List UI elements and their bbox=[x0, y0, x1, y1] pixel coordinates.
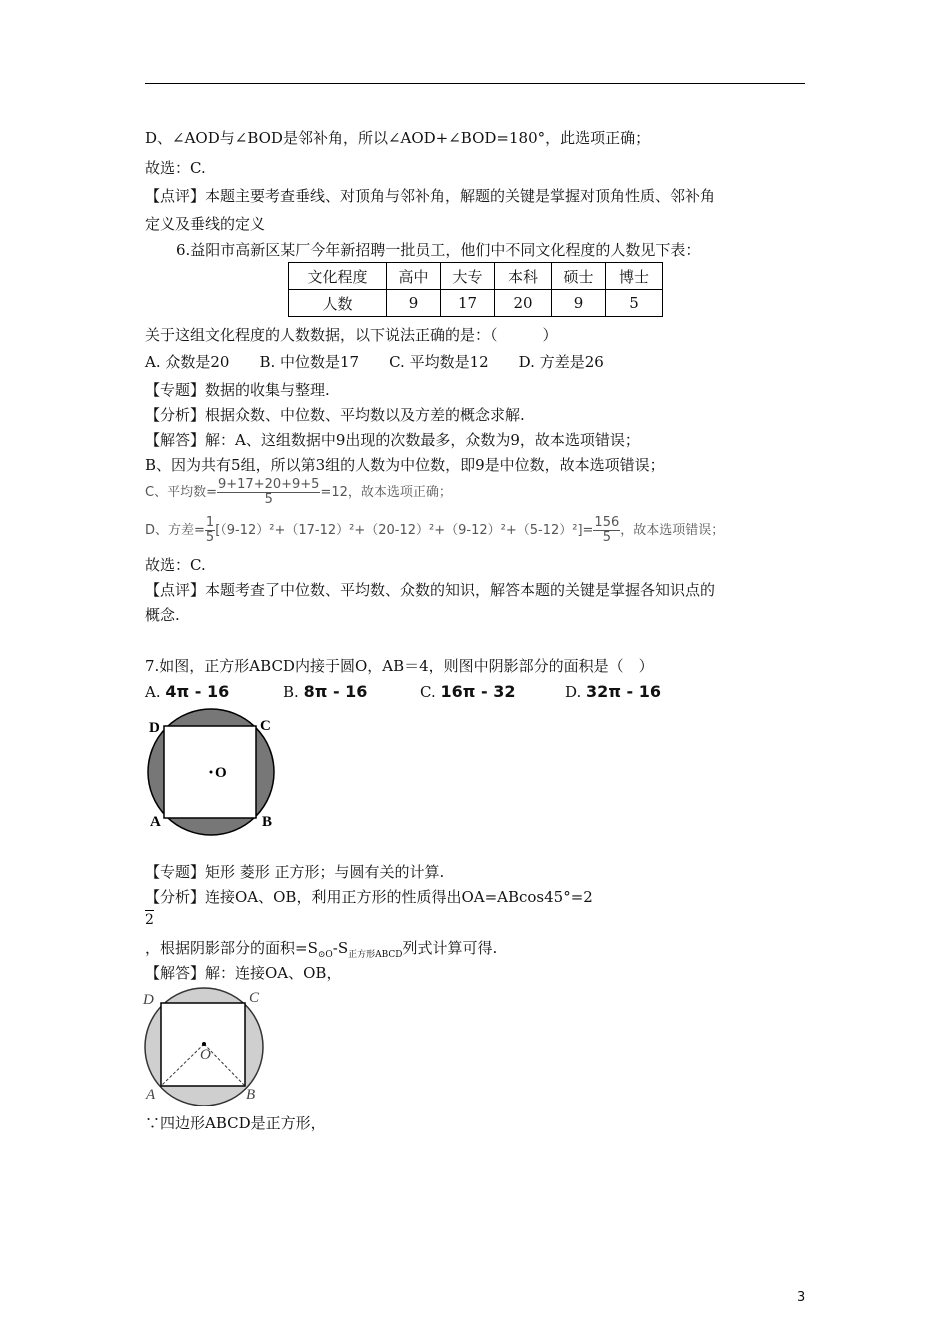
education-table bbox=[288, 262, 663, 317]
table-cell: 20 bbox=[495, 290, 552, 317]
option-expr: 16π - 32 bbox=[440, 682, 516, 701]
formula-text: C、平均数= bbox=[145, 485, 217, 500]
center-point bbox=[210, 771, 213, 774]
label-o: O bbox=[200, 1047, 211, 1063]
label-c: C bbox=[249, 990, 260, 1006]
q7-option-c bbox=[420, 682, 515, 701]
formula-text: ，故本选项错误； bbox=[620, 523, 725, 538]
table-cell: 5 bbox=[606, 290, 663, 317]
label-b: B bbox=[262, 814, 273, 830]
table-cell: 本科 bbox=[495, 263, 552, 290]
formula-text: =12，故本选项正确； bbox=[320, 485, 452, 500]
option-expr: 4π - 16 bbox=[165, 682, 230, 701]
subscript: 正方形ABCD bbox=[348, 950, 403, 960]
formula-text: [（9-12）²+（17-12）²+（20-12）²+（9-12）²+（5-12）²]= bbox=[215, 523, 594, 538]
q7-option-a bbox=[145, 682, 229, 701]
text-line: B、因为共有5组，所以第3组的人数为中位数，即9是中位数，故本选项错误； bbox=[145, 456, 665, 474]
center-point bbox=[202, 1042, 206, 1046]
formula-text: -S bbox=[332, 939, 349, 957]
label-d: D bbox=[143, 992, 154, 1008]
numerator: 1 bbox=[205, 515, 215, 530]
label-o: O bbox=[215, 765, 227, 781]
variance-formula bbox=[145, 516, 724, 545]
mean-formula bbox=[145, 478, 452, 507]
q7-option-b bbox=[283, 682, 367, 701]
text-line: 【分析】连接OA、OB，利用正方形的性质得出OA=ABcos45°=2 bbox=[145, 888, 593, 906]
fraction bbox=[205, 516, 215, 545]
text-line: D、∠AOD与∠BOD是邻补角，所以∠AOD+∠BOD=180°，此选项正确； bbox=[145, 129, 651, 147]
numerator: 9+17+20+9+5 bbox=[217, 477, 320, 492]
denominator: 5 bbox=[264, 492, 273, 507]
formula-text: 列式计算可得. bbox=[402, 939, 498, 957]
text-line: 【专题】数据的收集与整理. bbox=[145, 381, 330, 399]
table-cell: 硕士 bbox=[552, 263, 606, 290]
table-row bbox=[289, 290, 663, 317]
text-line: 【解答】解：连接OA、OB， bbox=[145, 964, 342, 982]
option-letter: B. bbox=[283, 683, 299, 701]
text-line: 【点评】本题主要考查垂线、对顶角与邻补角，解题的关键是掌握对顶角性质、邻补角 bbox=[145, 187, 716, 205]
header-rule bbox=[145, 83, 805, 84]
table-cell: 文化程度 bbox=[289, 263, 387, 290]
numerator: 156 bbox=[594, 515, 620, 530]
subscript: ⊙O bbox=[317, 950, 333, 960]
table-cell: 高中 bbox=[387, 263, 441, 290]
label-c: C bbox=[260, 718, 271, 734]
text-line: 【专题】矩形 菱形 正方形；与圆有关的计算. bbox=[145, 863, 445, 881]
q7-option-d bbox=[565, 682, 661, 701]
formula-text: ，根据阴影部分的面积=S bbox=[145, 939, 318, 957]
option-expr: 32π - 16 bbox=[586, 682, 662, 701]
label-d: D bbox=[149, 720, 160, 736]
table-header-row bbox=[289, 263, 663, 290]
option-expr: 8π - 16 bbox=[303, 682, 368, 701]
sqrt-radicand: 2 bbox=[145, 912, 154, 928]
text-line bbox=[145, 938, 497, 965]
label-a: A bbox=[150, 814, 161, 830]
table-cell: 9 bbox=[552, 290, 606, 317]
table-cell: 17 bbox=[441, 290, 495, 317]
denominator: 5 bbox=[205, 530, 215, 545]
table-cell: 博士 bbox=[606, 263, 663, 290]
figure-circle-square bbox=[140, 706, 290, 836]
text-line: 【分析】根据众数、中位数、平均数以及方差的概念求解. bbox=[145, 406, 525, 424]
page-number: 3 bbox=[797, 1290, 806, 1305]
fraction bbox=[593, 516, 620, 545]
question-6: 6.益阳市高新区某厂今年新招聘一批员工，他们中不同文化程度的人数见下表： bbox=[176, 241, 701, 259]
table-cell: 大专 bbox=[441, 263, 495, 290]
figure-solution bbox=[138, 986, 278, 1106]
table-cell: 9 bbox=[387, 290, 441, 317]
label-b: B bbox=[246, 1087, 256, 1103]
text-line: ∵四边形ABCD是正方形， bbox=[145, 1114, 326, 1132]
text-line: 关于这组文化程度的人数数据，以下说法正确的是：（ ） bbox=[145, 326, 558, 344]
q6-options: A. 众数是20 B. 中位数是17 C. 平均数是12 D. 方差是26 bbox=[145, 353, 604, 371]
option-letter: A. bbox=[145, 683, 161, 701]
table-cell: 人数 bbox=[289, 290, 387, 317]
text-line: 故选：C. bbox=[145, 159, 206, 177]
formula-text: D、方差= bbox=[145, 523, 205, 538]
text-line: 故选：C. bbox=[145, 556, 206, 574]
text-line: 定义及垂线的定义 bbox=[145, 215, 266, 233]
option-letter: D. bbox=[565, 683, 582, 701]
question-7: 7.如图，正方形ABCD内接于圆O，AB＝4，则图中阴影部分的面积是（ ） bbox=[145, 657, 654, 675]
option-letter: C. bbox=[420, 683, 436, 701]
text-line: 【解答】解：A、这组数据中9出现的次数最多，众数为9，故本选项错误； bbox=[145, 431, 640, 449]
denominator: 5 bbox=[602, 530, 611, 545]
label-a: A bbox=[146, 1087, 156, 1103]
text-line: 【点评】本题考查了中位数、平均数、众数的知识，解答本题的关键是掌握各知识点的 bbox=[145, 581, 716, 599]
fraction bbox=[217, 478, 320, 507]
text-line: 概念. bbox=[145, 606, 180, 624]
